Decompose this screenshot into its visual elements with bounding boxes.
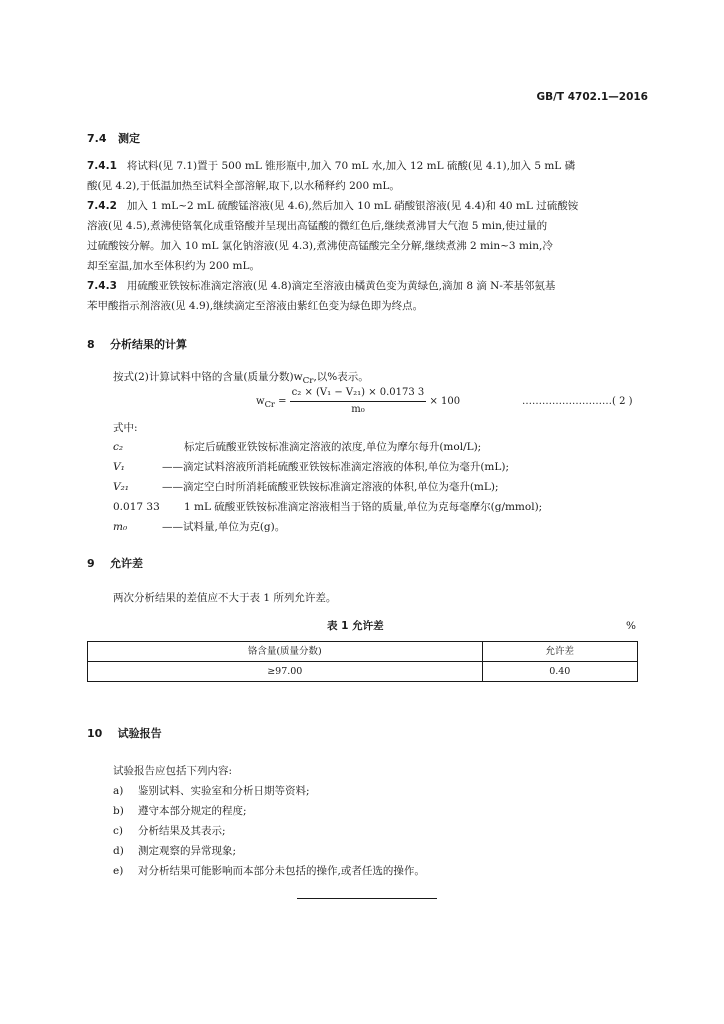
paragraph-7-4-2-line-4: 却至室温,加水至体积约为 200 mL。	[87, 260, 260, 272]
formula-label: ………………………( 2 )	[522, 396, 633, 407]
table-row	[88, 662, 638, 682]
var-symbol-c2: c₂	[113, 441, 124, 453]
var-symbol-v1: V₁	[113, 461, 125, 473]
section-title: 允许差	[109, 557, 143, 570]
var-desc-constant: 1 mL 硫酸亚铁铵标准滴定溶液相当于铬的质量,单位为克每毫摩尔(g/mmol);	[184, 501, 543, 513]
paragraph-7-4-2-line-2: 溶液(见 4.5),煮沸使铬氧化成重铬酸并呈现出高锰酸的微红色后,继续煮沸冒大气泡 5 min,使过量的	[87, 220, 548, 232]
clause-number: 7.4.3	[87, 280, 117, 292]
section-8-heading	[87, 338, 187, 351]
standard-code: GB/T 4702.1—2016	[536, 91, 648, 103]
formula-2: $w_{Cr}$ = $\frac{\text{c₂ × (V₁ − V₂₁) × 0.0173 3}}{\text{m₀}}$ × 100	[256, 387, 461, 415]
formula-fraction	[290, 387, 427, 416]
report-item-label: d)	[113, 845, 124, 857]
section-title: 试验报告	[117, 727, 162, 740]
formula-intro: 按式(2)计算试料中铬的含量(质量分数)$w_{Cr}$,以%表示。	[113, 371, 369, 387]
paragraph-7-4-2-line-3: 过硫酸铵分解。加入 10 mL 氯化钠溶液(见 4.3),煮沸使高锰酸完全分解,继续煮沸 2 min~3 min,冷	[87, 240, 553, 252]
paragraph-7-4-1-line-2: 酸(见 4.2),于低温加热至试料全部溶解,取下,以水稀释约 200 mL。	[87, 180, 400, 192]
paragraph-7-4-3-line-1: 7.4.3 用硫酸亚铁铵标准滴定溶液(见 4.8)滴定至溶液由橘黄色变为黄绿色,滴加 8 滴 N-苯基邻氨基	[87, 280, 556, 292]
var-symbol-v21: V₂₁	[113, 481, 130, 493]
clause-number: 7.4.1	[87, 160, 117, 172]
paragraph-7-4-2-line-1: 7.4.2 加入 1 mL~2 mL 硫酸锰溶液(见 4.6),然后加入 10 mL 硝酸银溶液(见 4.4)和 40 mL 过硫酸铵	[87, 200, 579, 212]
var-desc-v1: ——滴定试料溶液所消耗硫酸亚铁铵标准滴定溶液的体积,单位为毫升(mL);	[162, 461, 509, 473]
paragraph-7-4-3-line-2: 苯甲酸指示剂溶液(见 4.9),继续滴定至溶液由紫红色变为绿色即为终点。	[87, 300, 424, 312]
section-number: 10	[87, 727, 103, 740]
section-number: 8	[87, 338, 95, 351]
var-symbol-m0: m₀	[113, 521, 128, 533]
table-header-cell: 允许差	[482, 642, 637, 662]
report-item-label: a)	[113, 785, 124, 797]
paragraph-7-4-1-line-1: 7.4.1 将试料(见 7.1)置于 500 mL 锥形瓶中,加入 70 mL 水,加入 12 mL 硫酸(见 4.1),加入 5 mL 磷	[87, 160, 576, 172]
formula-numerator: c₂ × (V₁ − V₂₁) × 0.0173 3	[290, 387, 427, 402]
tolerance-table	[87, 641, 638, 682]
formula-denominator: m₀	[351, 404, 365, 415]
section-title: 分析结果的计算	[109, 338, 187, 351]
report-intro: 试验报告应包括下列内容:	[113, 765, 233, 777]
report-item-text: 对分析结果可能影响而本部分未包括的操作,或者任选的操作。	[138, 865, 425, 877]
section-9-heading	[87, 557, 143, 570]
report-item-text: 遵守本部分规定的程度;	[138, 805, 247, 817]
section-number: 7.4	[87, 132, 107, 145]
section-10-heading	[87, 727, 162, 740]
var-desc-c2: 标定后硫酸亚铁铵标准滴定溶液的浓度,单位为摩尔每升(mol/L);	[184, 441, 482, 453]
formula-multiplier: × 100	[429, 396, 461, 407]
var-symbol-constant: 0.017 33	[113, 501, 160, 513]
section-number: 9	[87, 557, 95, 570]
var-desc-m0: ——试料量,单位为克(g)。	[162, 521, 286, 533]
report-item-label: e)	[113, 865, 124, 877]
table-cell: ≥97.00	[88, 662, 483, 682]
section-title: 测定	[118, 132, 140, 145]
table-cell: 0.40	[482, 662, 637, 682]
report-item-label: b)	[113, 805, 124, 817]
table-header-row	[88, 642, 638, 662]
table-header-cell: 铬含量(质量分数)	[88, 642, 483, 662]
report-item-text: 测定观察的异常现象;	[138, 845, 237, 857]
var-desc-v21: ——滴定空白时所消耗硫酸亚铁铵标准滴定溶液的体积,单位为毫升(mL);	[162, 481, 499, 493]
formula-lhs: w	[256, 396, 265, 407]
table-title: 表 1 允许差	[327, 620, 384, 632]
table-unit: %	[626, 620, 636, 632]
report-item-label: c)	[113, 825, 123, 837]
tolerance-text: 两次分析结果的差值应不大于表 1 所列允许差。	[113, 592, 337, 604]
where-label: 式中:	[113, 422, 138, 434]
report-item-text: 鉴别试料、实验室和分析日期等资料;	[138, 785, 310, 797]
end-rule	[297, 898, 437, 899]
report-item-text: 分析结果及其表示;	[138, 825, 226, 837]
section-7-4-heading	[87, 132, 140, 145]
clause-number: 7.4.2	[87, 200, 117, 212]
